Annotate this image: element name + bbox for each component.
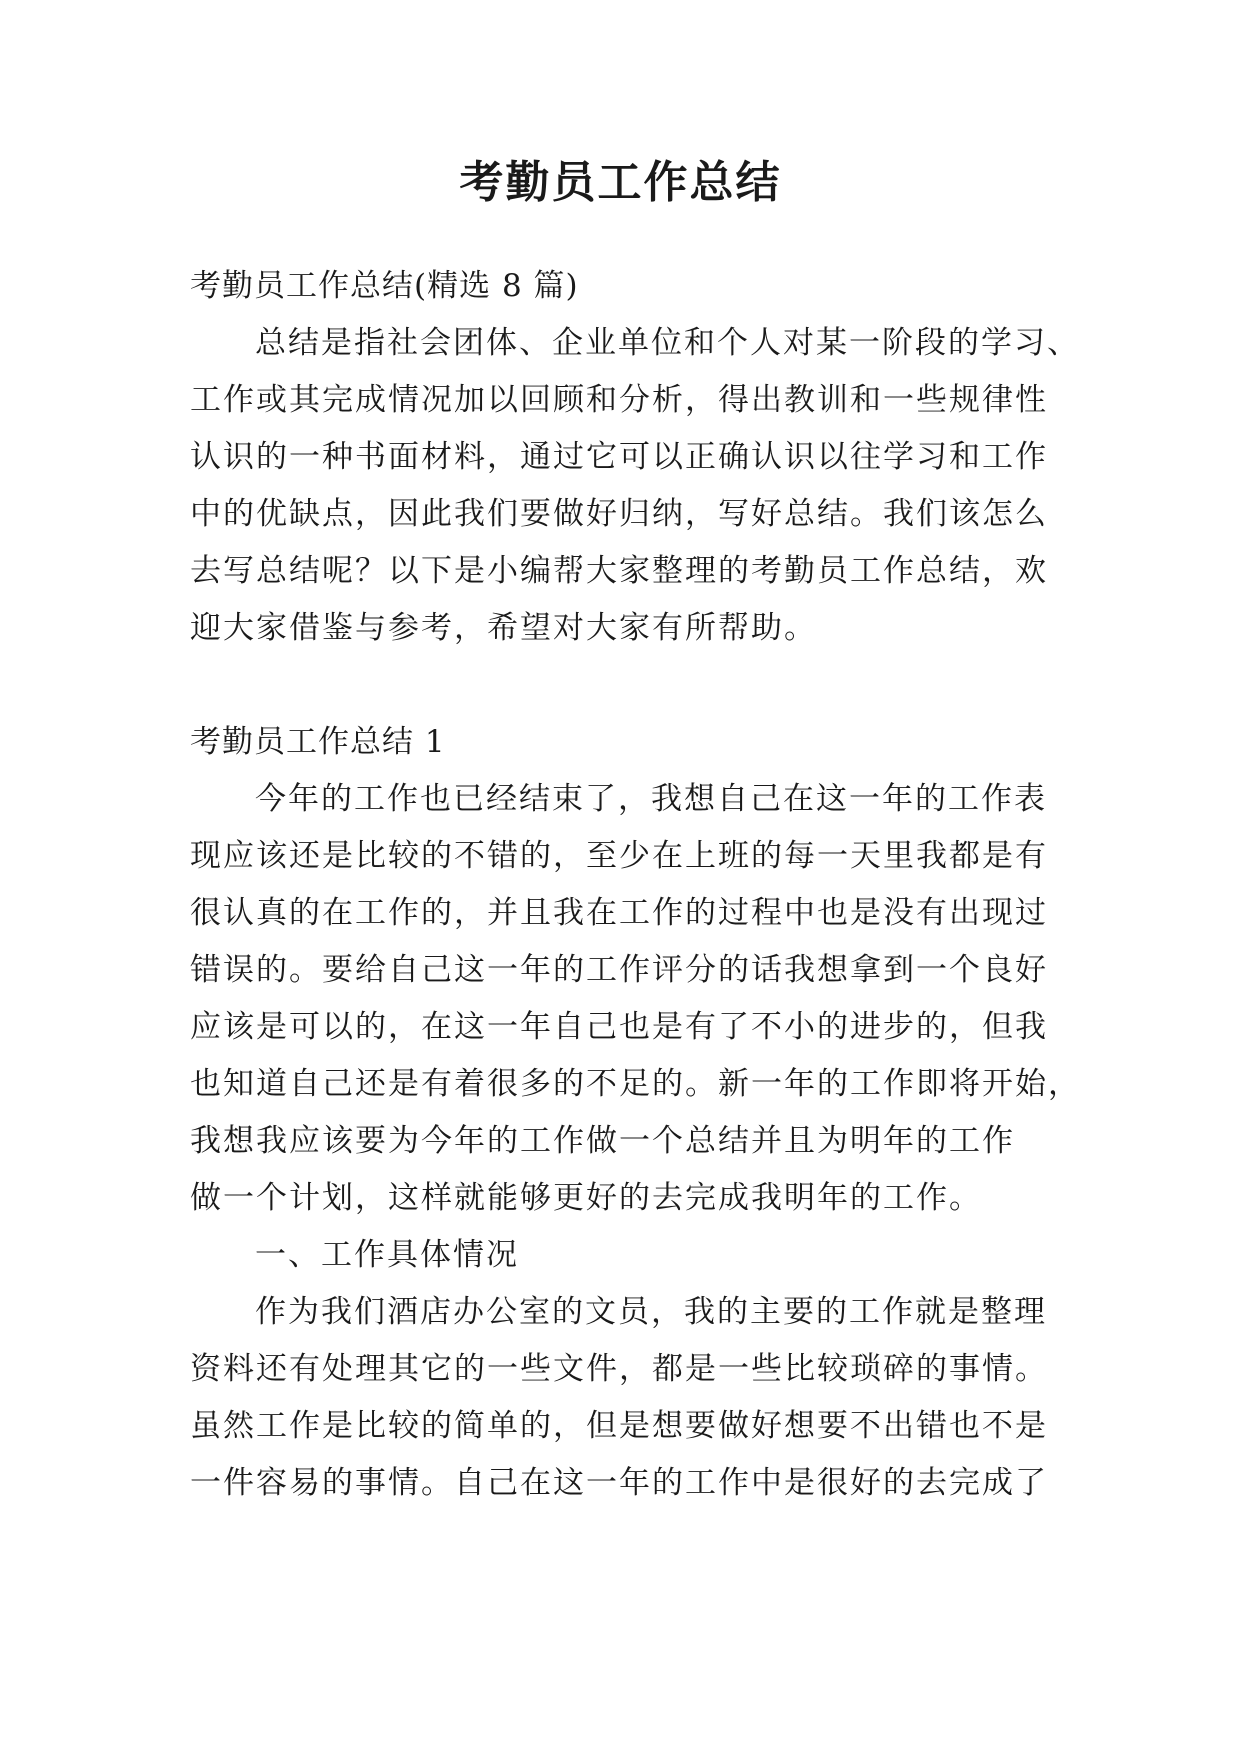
- paragraph-line: 很认真的在工作的，并且我在工作的过程中也是没有出现过: [190, 895, 1048, 931]
- paragraph-line: 一件容易的事情。自己在这一年的工作中是很好的去完成了: [190, 1465, 1048, 1501]
- subsection-heading: 一、工作具体情况: [255, 1237, 519, 1273]
- document-title: 考勤员工作总结: [459, 157, 782, 208]
- intro-line: 工作或其完成情况加以回顾和分析，得出教训和一些规律性: [190, 382, 1048, 418]
- intro-line: 总结是指社会团体、企业单位和个人对某一阶段的学习、: [255, 325, 1080, 361]
- paragraph-line: 作为我们酒店办公室的文员，我的主要的工作就是整理: [255, 1294, 1047, 1330]
- paragraph-line: 虽然工作是比较的简单的，但是想要做好想要不出错也不是: [190, 1408, 1048, 1444]
- paragraph-line: 应该是可以的，在这一年自己也是有了不小的进步的，但我: [190, 1009, 1048, 1045]
- paragraph-line: 现应该还是比较的不错的，至少在上班的每一天里我都是有: [190, 838, 1048, 874]
- document-subtitle: 考勤员工作总结(精选 8 篇): [190, 268, 579, 304]
- intro-line: 中的优缺点，因此我们要做好归纳，写好总结。我们该怎么: [190, 496, 1048, 532]
- paragraph-line: 资料还有处理其它的一些文件，都是一些比较琐碎的事情。: [190, 1351, 1048, 1387]
- intro-line: 认识的一种书面材料，通过它可以正确认识以往学习和工作: [190, 439, 1048, 475]
- intro-line: 迎大家借鉴与参考，希望对大家有所帮助。: [190, 610, 817, 646]
- paragraph-line: 做一个计划，这样就能够更好的去完成我明年的工作。: [190, 1180, 982, 1216]
- paragraph-line: 今年的工作也已经结束了，我想自己在这一年的工作表: [255, 781, 1047, 817]
- intro-line: 去写总结呢？以下是小编帮大家整理的考勤员工作总结，欢: [190, 553, 1048, 589]
- paragraph-line: 我想我应该要为今年的工作做一个总结并且为明年的工作: [190, 1123, 1015, 1159]
- section-heading: 考勤员工作总结 1: [190, 724, 446, 760]
- paragraph-line: 也知道自己还是有着很多的不足的。新一年的工作即将开始，: [190, 1066, 1081, 1102]
- paragraph-line: 错误的。要给自己这一年的工作评分的话我想拿到一个良好: [190, 952, 1048, 988]
